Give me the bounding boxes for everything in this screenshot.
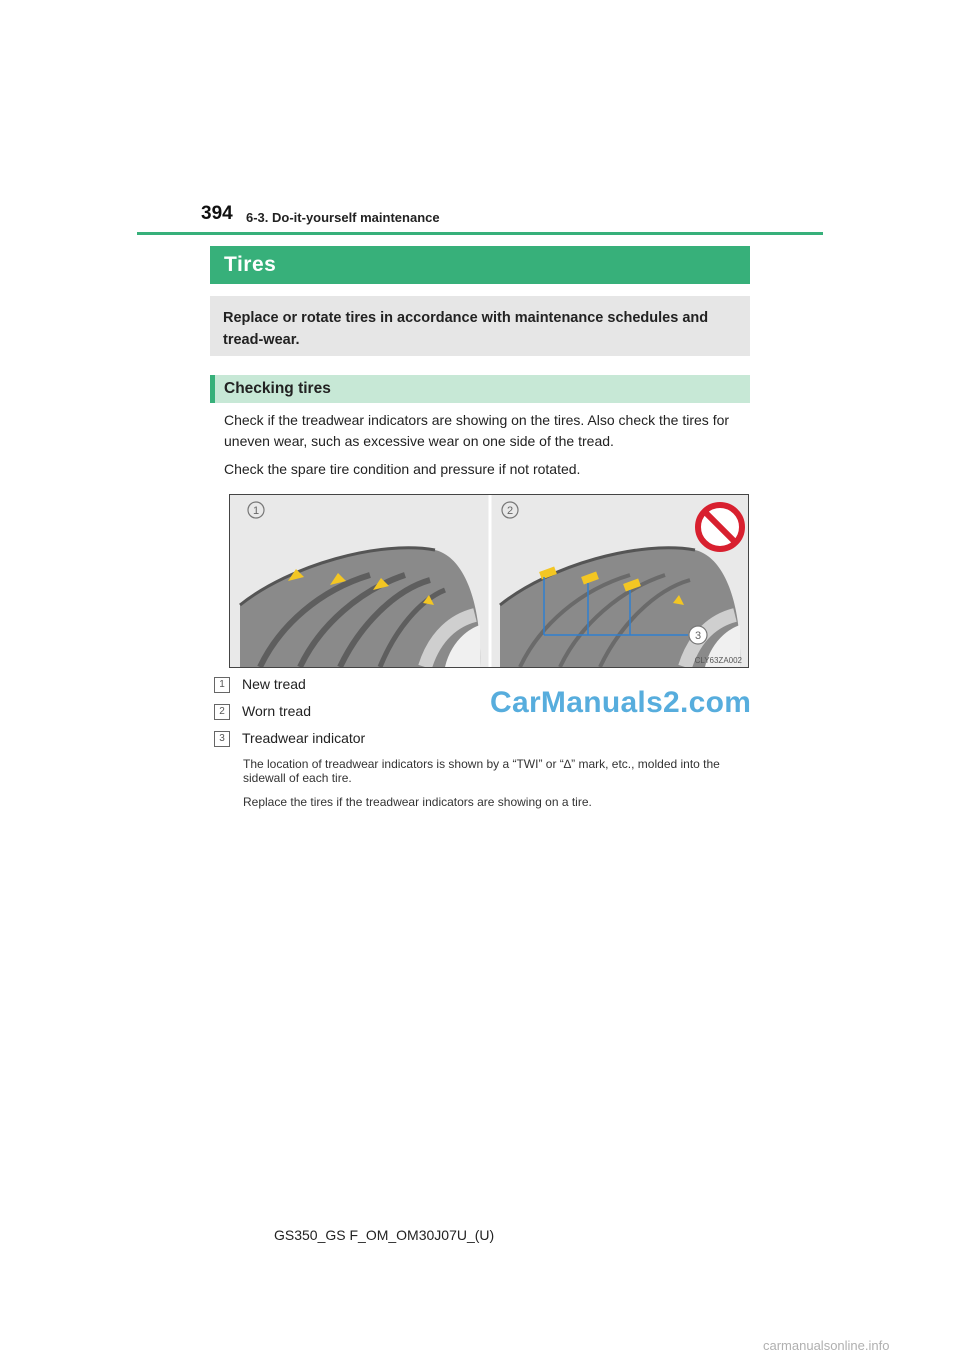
legend-label-1: New tread [242,676,306,692]
header-rule [137,232,823,235]
section-label: 6-3. Do-it-yourself maintenance [246,210,440,225]
tire-illustration [230,495,748,667]
paragraph-1: Check if the treadwear indicators are showing on the tires. Also check the tires for uneven wear, such as excessive wear on one side of the tread. [224,412,730,449]
prohibited-icon [698,505,742,549]
intro-text: Replace or rotate tires in accordance with maintenance schedules and tread-wear. [223,310,709,348]
page-title: Tires [224,253,277,276]
footer-site: carmanualsonline.info [763,1338,890,1353]
note-1: The location of treadwear indicators is shown by a “TWI” or “∆” mark, etc., molded into the sidewall of each tire. [243,757,720,785]
title-bar [210,246,750,284]
legend-number-1: 1 [214,677,230,693]
paragraph-2: Check the spare tire condition and pressure if not rotated. [224,461,581,477]
subheading: Checking tires [224,380,331,397]
legend-number-3: 3 [214,731,230,747]
subheading-bar [210,375,750,403]
callout-3: 3 [694,630,702,642]
legend-label-3: Treadwear indicator [242,730,366,746]
footer-code: GS350_GS F_OM_OM30J07U_(U) [274,1227,495,1243]
tire-tread-figure [229,494,749,668]
legend-label-2: Worn tread [242,703,311,719]
figure-code: CLY63ZA002 [694,656,742,665]
legend-number-2: 2 [214,704,230,720]
watermark: CarManuals2.com [490,686,752,719]
intro-box [210,296,750,356]
note-2: Replace the tires if the treadwear indicators are showing on a tire. [243,795,592,809]
callout-1: 1 [252,505,260,517]
page-number: 394 [201,203,233,224]
callout-2: 2 [506,505,514,517]
